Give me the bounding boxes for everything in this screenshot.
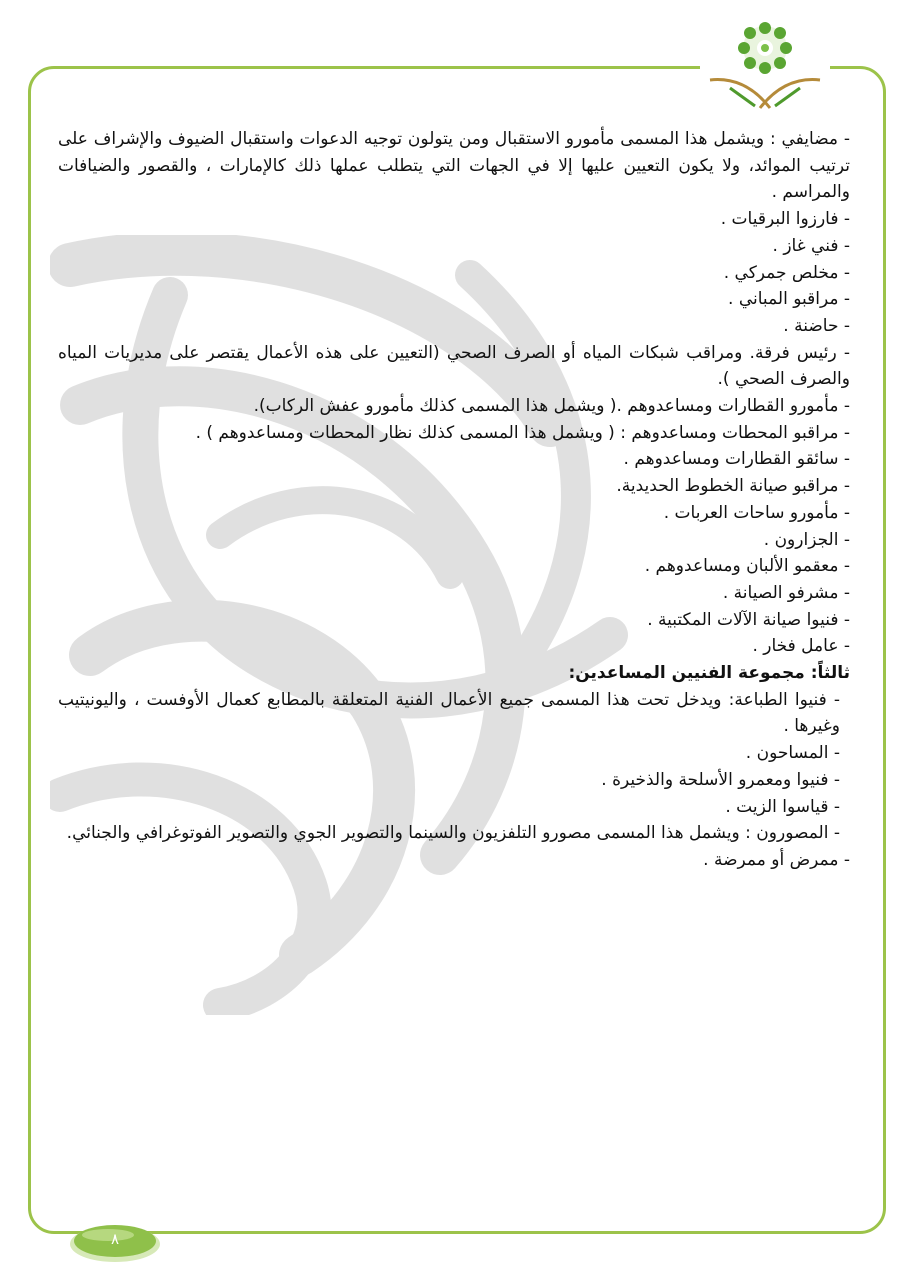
section-heading: ثالثاً: مجموعة الفنيين المساعدين: [568,663,850,684]
list-item: - مضايفي : ويشمل هذا المسمى مأمورو الاستقبال ومن يتولون توجيه الدعوات واستقبال الضيوف والإشراف على ترتيب الموائد، ولا يكون التعيين عليها إلا في الجهات التي يتطلب عملها ذلك كالإمارات ، والقصور والضيافات والمراسم . [58,129,850,203]
list-item: - سائقو القطارات ومساعدوهم . [623,449,850,470]
list-item: - المساحون . [745,743,840,764]
list-item: - حاضنة . [783,315,850,336]
page-number: ٨ [110,1230,120,1248]
list-item: - فنيوا الطباعة: ويدخل تحت هذا المسمى جميع الأعمال الفنية المتعلقة بالمطابع كعمال الأوفست ، واليونيتيب وغيرها . [58,689,840,737]
list-item: - عامل فخار . [752,636,850,657]
list-item: - قياسوا الزيت . [725,796,840,817]
list-item: - الجزارون . [763,529,850,550]
list-item: - مراقبو المحطات ومساعدوهم : ( ويشمل هذا المسمى كذلك نظار المحطات ومساعدوهم ) . [195,422,850,443]
list-item: - ممرض أو ممرضة . [703,849,850,870]
list-item: - فارزوا البرقيات . [720,209,850,230]
document-body [58,126,850,874]
list-item: - مراقبو صيانة الخطوط الحديدية. [616,476,850,497]
palm-emblem-icon [700,16,830,112]
list-item: - فنيوا ومعمرو الأسلحة والذخيرة . [601,769,840,790]
list-item: - مأمورو ساحات العربات . [663,502,850,523]
list-item: - معقمو الألبان ومساعدوهم . [644,556,850,577]
list-item: - المصورون : ويشمل هذا المسمى مصورو التلفزيون والسينما والتصوير الجوي والتصوير الفوتوغرافي والجنائي. [66,823,840,844]
list-item: - مأمورو القطارات ومساعدوهم .( ويشمل هذا المسمى كذلك مأمورو عفش الركاب). [253,396,850,417]
list-item: - رئيس فرقة. ومراقب شبكات المياه أو الصرف الصحي (التعيين على هذه الأعمال يقتصر على مديريات المياه والصرف الصحي ). [58,342,850,390]
list-item: - مراقبو المباني . [728,289,850,310]
list-item: - فني غاز . [772,235,850,256]
list-item: - مشرفو الصيانة . [722,582,850,603]
list-item: - فنيوا صيانة الآلات المكتبية . [647,609,850,630]
list-item: - مخلص جمركي . [723,262,850,283]
